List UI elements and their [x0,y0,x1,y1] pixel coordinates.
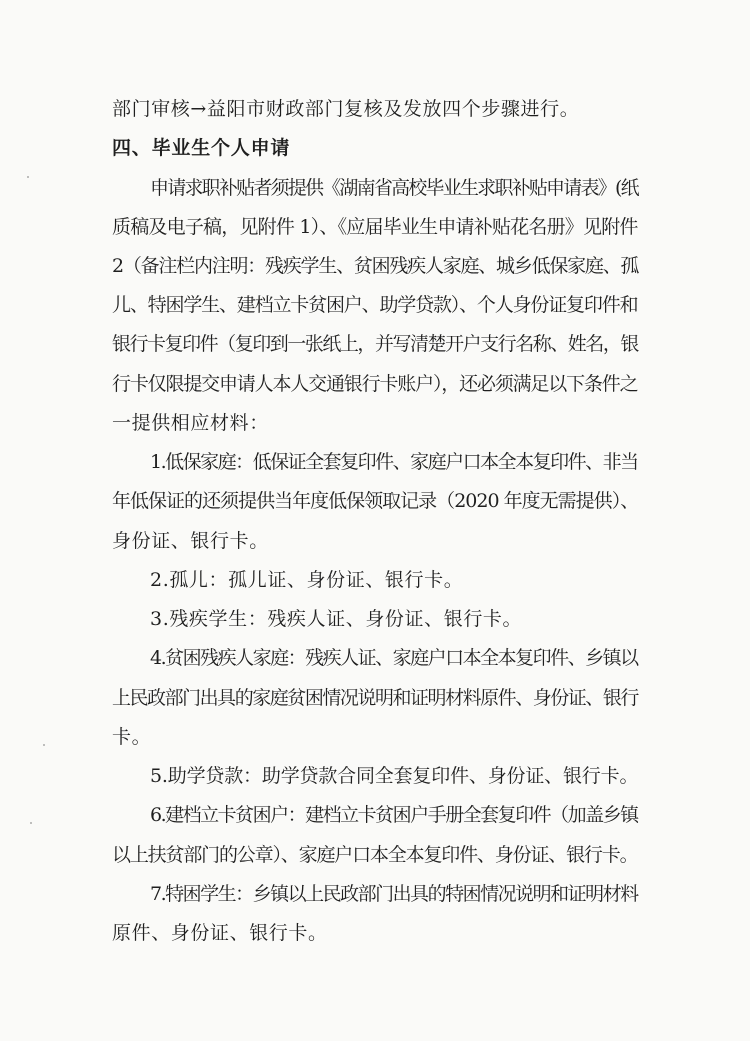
text-line-20: 以上扶贫部门的公章）、家庭户口本全本复印件、身份证、银行卡。 [112,843,638,866]
text-line-7: 银行卡复印件（复印到一张纸上，并写清楚开户支行名称、姓名，银 [112,333,638,356]
text-line-1: 部门审核→益阳市财政部门复核及发放四个步骤进行。 [112,98,580,120]
text-line-22: 原件、身份证、银行卡。 [112,922,328,944]
scan-speck [30,822,32,824]
text-line-3: 申请求职补贴者须提供《湖南省高校毕业生求职补贴申请表》(纸 [150,176,638,199]
text-line-13: 2.孤儿：孤儿证、身份证、银行卡。 [150,568,464,591]
text-line-21: 7.特困学生：乡镇以上民政部门出具的特困情况说明和证明材料 [150,882,638,905]
scan-speck [27,176,29,178]
section-heading: 四、毕业生个人申请 [112,137,291,160]
text-line-15: 4.贫困残疾人家庭：残疾人证、家庭户口本全本复印件、乡镇以 [150,647,638,670]
text-line-9: 一提供相应材料： [112,411,269,434]
text-line-18: 5.助学贷款：助学贷款合同全套复印件、身份证、银行卡。 [150,765,639,787]
text-line-11: 年低保证的还须提供当年度低保领取记录（2020 年度无需提供）、 [112,490,639,513]
text-line-19: 6.建档立卡贫困户：建档立卡贫困户手册全套复印件（加盖乡镇 [150,804,638,827]
text-line-12: 身份证、银行卡。 [112,529,269,552]
text-line-8: 行卡仅限提交申请人本人交通银行卡账户），还必须满足以下条件之 [112,372,638,395]
text-line-6: 儿、特困学生、建档立卡贫困户、助学贷款）、个人身份证复印件和 [112,294,638,317]
text-line-14: 3.残疾学生：残疾人证、身份证、银行卡。 [150,608,523,631]
text-line-16: 上民政部门出具的家庭贫困情况说明和证明材料原件、身份证、银行 [112,686,638,709]
text-line-17: 卡。 [112,725,152,748]
text-line-10: 1.低保家庭：低保证全套复印件、家庭户口本全本复印件、非当 [150,451,638,474]
scan-speck [43,744,45,746]
text-line-4: 质稿及电子稿，见附件 1）、《应届毕业生申请补贴花名册》见附件 [112,215,638,238]
text-line-5: 2（备注栏内注明：残疾学生、贫困残疾人家庭、城乡低保家庭、孤 [112,255,639,277]
